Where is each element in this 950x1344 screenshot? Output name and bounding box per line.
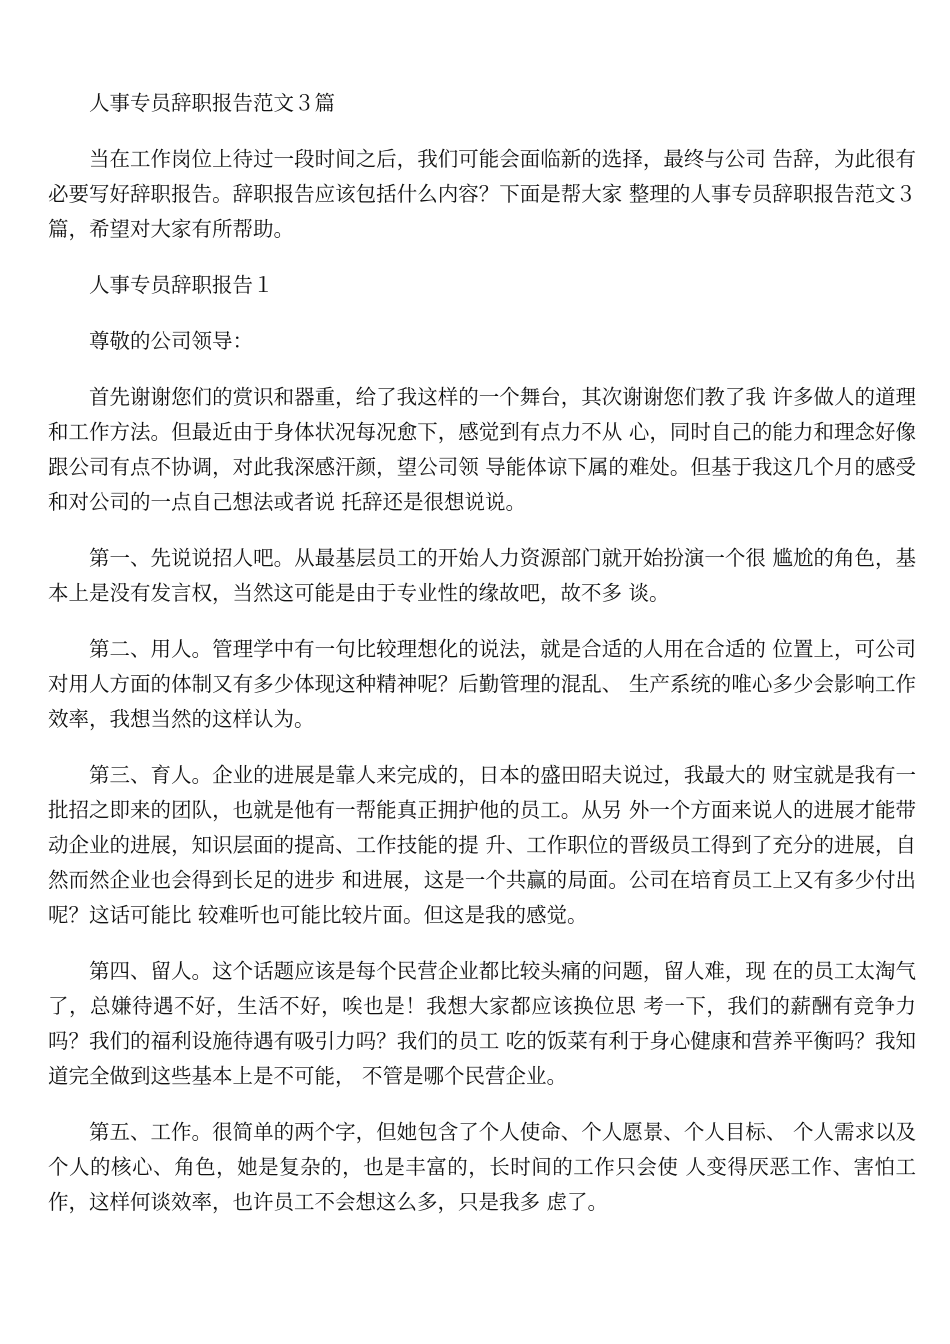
body-paragraph: 首先谢谢您们的赏识和器重，给了我这样的一个舞台，其次谢谢您们教了我 许多做人的道理和工作方法。但最近由于身体状况每况愈下，感觉到有点力不从 心，同时自己的能力和理念好像跟公司有点不协调，对此我深感汗颜，望公司领 导能体谅下属的难处。但基于我这几个月的感受和对公司的一点自己想法或者说 托辞还是很想说说。 xyxy=(48,385,916,514)
body-paragraph: 第三、育人。企业的进展是靠人来完成的，日本的盛田昭夫说过，我最大的 财宝就是我有一批招之即来的团队，也就是他有一帮能真正拥护他的员工。从另 外一个方面来说人的进展才能带动企业的进展，知识层面的提高、工作技能的提 升、工作职位的晋级员工得到了充分的进展，自然而然企业也会得到长足的进步 和进展，这是一个共赢的局面。公司在培育员工上又有多少付出呢？这话可能比 较难听也可能比较片面。但这是我的感觉。 xyxy=(48,763,916,927)
section-heading: 人事专员辞职报告１ xyxy=(89,273,274,297)
document-body xyxy=(48,86,916,1241)
document-title: 人事专员辞职报告范文３篇 xyxy=(89,91,335,115)
body-paragraph: 第五、工作。很简单的两个字，但她包含了个人使命、个人愿景、个人目标、 个人需求以及个人的核心、角色，她是复杂的，也是丰富的，长时间的工作只会使 人变得厌恶工作、害怕工作，这样何谈效率，也许员工不会想这么多，只是我多 虑了。 xyxy=(48,1120,916,1214)
intro-paragraph: 当在工作岗位上待过一段时间之后，我们可能会面临新的选择，最终与公司 告辞，为此很有必要写好辞职报告。辞职报告应该包括什么内容？下面是帮大家 整理的人事专员辞职报告范文３篇，希望对大家有所帮助。 xyxy=(48,147,916,241)
body-paragraph: 第四、留人。这个话题应该是每个民营企业都比较头痛的问题，留人难，现 在的员工太淘气了，总嫌待遇不好，生活不好，唉也是！我想大家都应该换位思 考一下，我们的薪酬有竞争力吗？我们的福利设施待遇有吸引力吗？我们的员工 吃的饭菜有利于身心健康和营养平衡吗？我知道完全做到这些基本上是不可能， 不管是哪个民营企业。 xyxy=(48,959,916,1088)
salutation: 尊敬的公司领导： xyxy=(89,329,253,353)
body-paragraph: 第二、用人。管理学中有一句比较理想化的说法，就是合适的人用在合适的 位置上，可公司对用人方面的体制又有多少体现这种精神呢？后勤管理的混乱、 生产系统的唯心多少会影响工作效率，我想当然的这样认为。 xyxy=(48,637,916,731)
body-paragraph: 第一、先说说招人吧。从最基层员工的开始人力资源部门就开始扮演一个很 尴尬的角色，基本上是没有发言权，当然这可能是由于专业性的缘故吧，故不多 谈。 xyxy=(48,546,916,605)
